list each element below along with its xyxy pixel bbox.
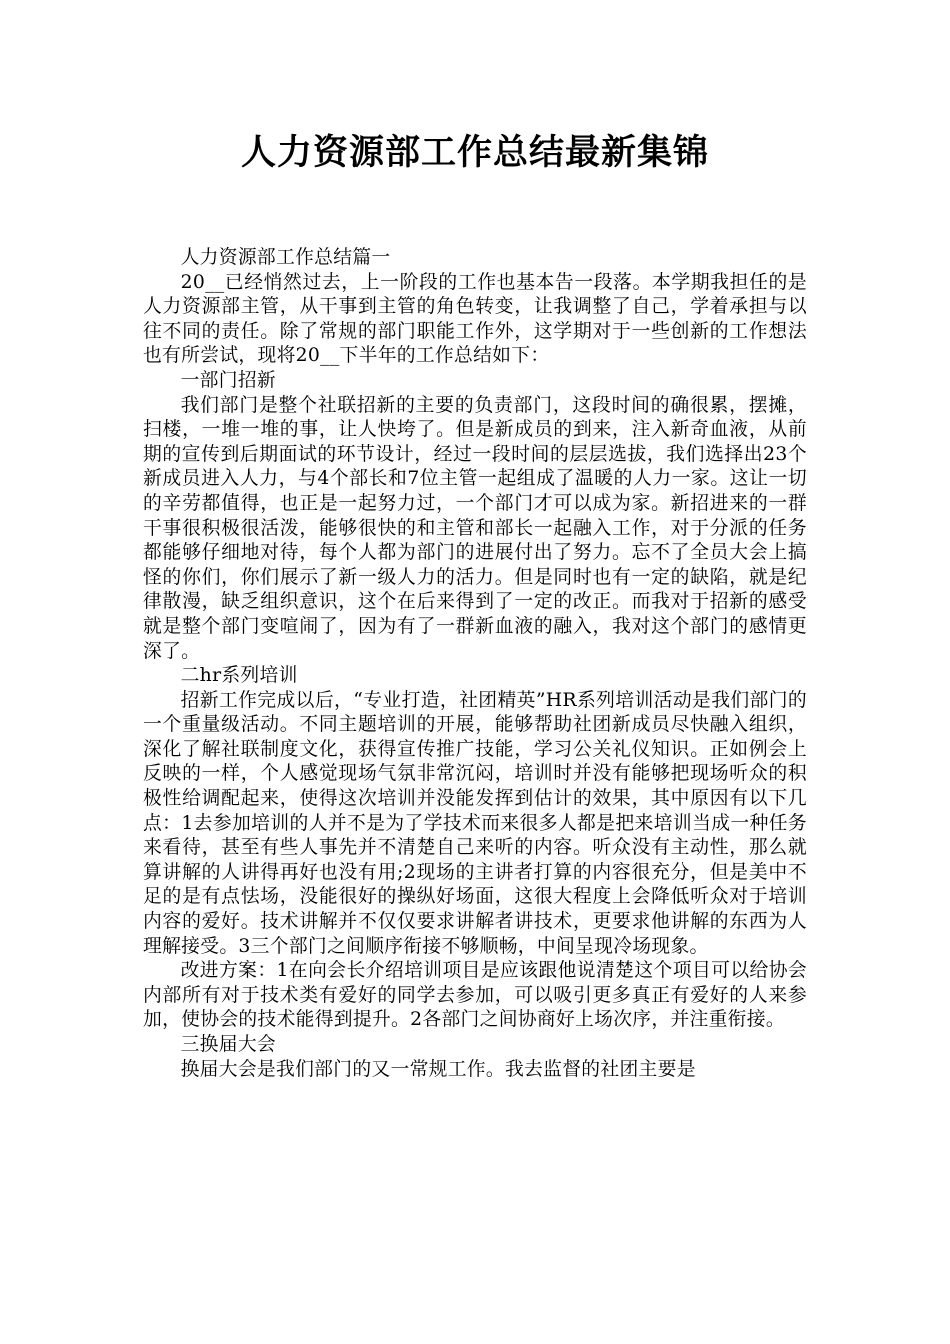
paragraph: 20__已经悄然过去，上一阶段的工作也基本告一段落。本学期我担任的是人力资源部主管，从干事到主管的角色转变，让我调整了自己，学着承担与以往不同的责任。除了常规的部门职能工作外，这学期对于一些创新的工作想法也有所尝试，现将20__下半年的工作总结如下： (143, 271, 807, 367)
section-heading: 二hr系列培训 (180, 665, 298, 687)
section-heading: 三换届大会 (180, 1034, 276, 1055)
section-heading: 一部门招新 (180, 369, 276, 391)
paragraph: 我们部门是整个社联招新的主要的负责部门，这段时间的确很累，摆摊，扫楼，一堆一堆的事，让人快垮了。但是新成员的到来，注入新奇血液，从前期的宣传到后期面试的环节设计，经过一段时间的层层选拔，我们选择出23个新成员进入人力，与4个部长和7位主管一起组成了温暖的人力一家。这让一切的辛劳都值得，也正是一起努力过，一个部门才可以成为家。新招进来的一群干事很积极很活泼，能够很快的和主管和部长一起融入工作，对于分派的任务都能够仔细地对待，每个人都为部门的进展付出了努力。忘不了全员大会上搞怪的你们，你们展示了新一级人力的活力。但是同时也有一定的缺陷，就是纪律散漫，缺乏组织意识，这个在后来得到了一定的改正。而我对于招新的感受就是整个部门变喧闹了，因为有了一群新血液的融入，我对这个部门的感情更深了。 (143, 394, 807, 662)
paragraph: 换届大会是我们部门的又一常规工作。我去监督的社团主要是 (180, 1058, 696, 1080)
section-heading: 人力资源部工作总结篇一 (180, 247, 391, 268)
document-title: 人力资源部工作总结最新集锦 (240, 133, 709, 173)
paragraph: 招新工作完成以后，“专业打造，社团精英”HR系列培训活动是我们部门的一个重量级活动。不同主题培训的开展，能够帮助社团新成员尽快融入组织，深化了解社联制度文化，获得宣传推广技能，学习公关礼仪知识。正如例会上反映的一样，个人感觉现场气氛非常沉闷，培训时并没有能够把现场听众的积极性给调配起来，使得这次培训并没能发挥到估计的效果，其中原因有以下几点：1去参加培训的人并不是为了学技术而来很多人都是把来培训当成一种任务来看待，甚至有些人事先并不清楚自己来听的内容。听众没有主动性，那么就算讲解的人讲得再好也没有用;2现场的主讲者打算的内容很充分，但是美中不足的是有点怯场，没能很好的操纵好场面，这很大程度上会降低听众对于培训内容的爱好。技术讲解并不仅仅要求讲解者讲技术，更要求他讲解的东西为人理解接受。3三个部门之间顺序衔接不够顺畅，中间呈现冷场现象。 (143, 689, 807, 957)
paragraph: 改进方案：1在向会长介绍培训项目是应该跟他说清楚这个项目可以给协会内部所有对于技术类有爱好的同学去参加，可以吸引更多真正有爱好的人来参加，使协会的技术能得到提升。2各部门之间协商好上场次序，并注重衔接。 (143, 960, 807, 1031)
document-body (143, 246, 807, 1082)
